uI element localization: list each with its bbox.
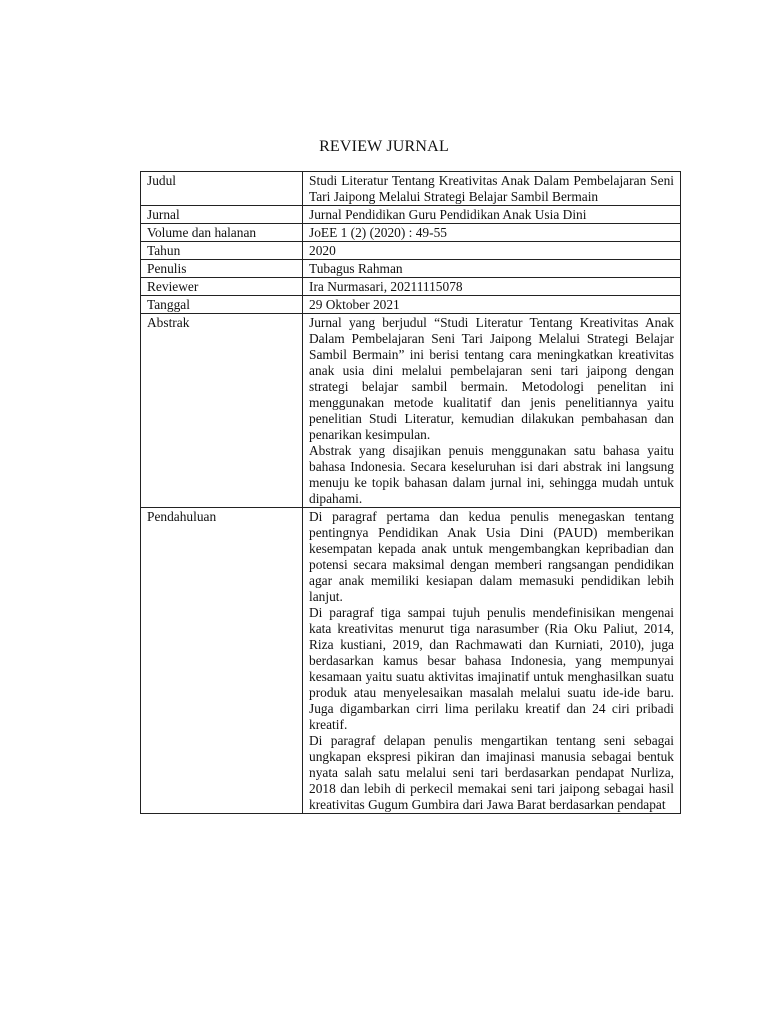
row-label: Tahun [141,242,303,260]
row-value [303,224,681,242]
table-row-abstrak [141,314,681,508]
document-title: REVIEW JURNAL [319,138,449,155]
value-paragraph: Di paragraf tiga sampai tujuh penulis mendefinisikan mengenai kata kreativitas menurut tiga narasumber (Ria Oku Paliut, 2014, Riza kustiani, 2019, dan Rachmawati dan Kurniati, 2010), juga berdasarkan kamus besar bahasa Indonesia, yang mempunyai kesamaan yaitu suatu aktivitas imajinatif untuk menghasilkan suatu produk atau menyelesaikan masalah melalui suatu ide-ide baru. Juga digambarkan cirri lima perilaku kreatif dan 24 ciri pribadi kreatif. [309,605,674,732]
table-row-volume [141,224,681,242]
value-text: Ira Nurmasari, 20211115078 [309,279,463,294]
review-table [140,171,681,814]
row-value [303,508,681,814]
row-label: Tanggal [141,296,303,314]
table-row-tanggal [141,296,681,314]
row-value [303,260,681,278]
value-text: Studi Literatur Tentang Kreativitas Anak Dalam Pembelajaran Seni Tari Jaipong Melalui Strategi Belajar Sambil Bermain [309,173,674,204]
table-row-pendahuluan [141,508,681,814]
value-text: Jurnal Pendidikan Guru Pendidikan Anak Usia Dini [309,207,587,222]
value-text: 2020 [309,243,336,258]
value-paragraph: Di paragraf delapan penulis mengartikan tentang seni sebagai ungkapan ekspresi pikiran dan imajinasi manusia sebagai bentuk nyata salah satu melalui seni tari berdasarkan pendapat Nurliza, 2018 dan lebih di perkecil memakai seni tari jaipong sebagai hasil kreativitas Gugum Gumbira dari Jawa Barat berdasarkan pendapat [309,733,674,812]
row-label: Pendahuluan [141,508,303,814]
row-value [303,314,681,508]
value-text: Tubagus Rahman [309,261,403,276]
value-paragraph: Di paragraf pertama dan kedua penulis menegaskan tentang pentingnya Pendidikan Anak Usia Dini (PAUD) memberikan kesempatan kepada anak untuk mengembangkan kepribadian dan potensi secara maksimal dengan memberi rangsangan pendidikan agar anak memiliki kesiapan dalam memasuki pendidikan lebih lanjut. [309,509,674,604]
table-row-judul [141,172,681,206]
row-label: Abstrak [141,314,303,508]
value-text: 29 Oktober 2021 [309,297,400,312]
row-value [303,278,681,296]
table-row-jurnal [141,206,681,224]
row-value [303,296,681,314]
row-label: Reviewer [141,278,303,296]
table-row-penulis [141,260,681,278]
table-row-reviewer [141,278,681,296]
row-label: Penulis [141,260,303,278]
row-label: Volume dan halanan [141,224,303,242]
row-value [303,242,681,260]
table-row-tahun [141,242,681,260]
value-paragraph: Abstrak yang disajikan penuis menggunakan satu bahasa yaitu bahasa Indonesia. Secara keseluruhan isi dari abstrak ini langsung menuju ke topik bahasan dalam jurnal ini, sehingga mudah untuk dipahami. [309,443,674,506]
row-value [303,172,681,206]
row-label: Judul [141,172,303,206]
value-text: JoEE 1 (2) (2020) : 49-55 [309,225,447,240]
row-label: Jurnal [141,206,303,224]
value-paragraph: Jurnal yang berjudul “Studi Literatur Tentang Kreativitas Anak Dalam Pembelajaran Seni Tari Jaipong Melalui Strategi Belajar Sambil Bermain” ini berisi tentang cara meningkatkan kreativitas anak usia dini melalui pembelajaran seni tari jaipong dengan strategi belajar sambil bermain. Metodologi penelitan ini menggunakan metode kualitatif dan jenis penelitiannya yaitu penelitian Studi Literatur, kemudian dilakukan pembahasan dan penarikan kesimpulan. [309,315,674,442]
row-value [303,206,681,224]
